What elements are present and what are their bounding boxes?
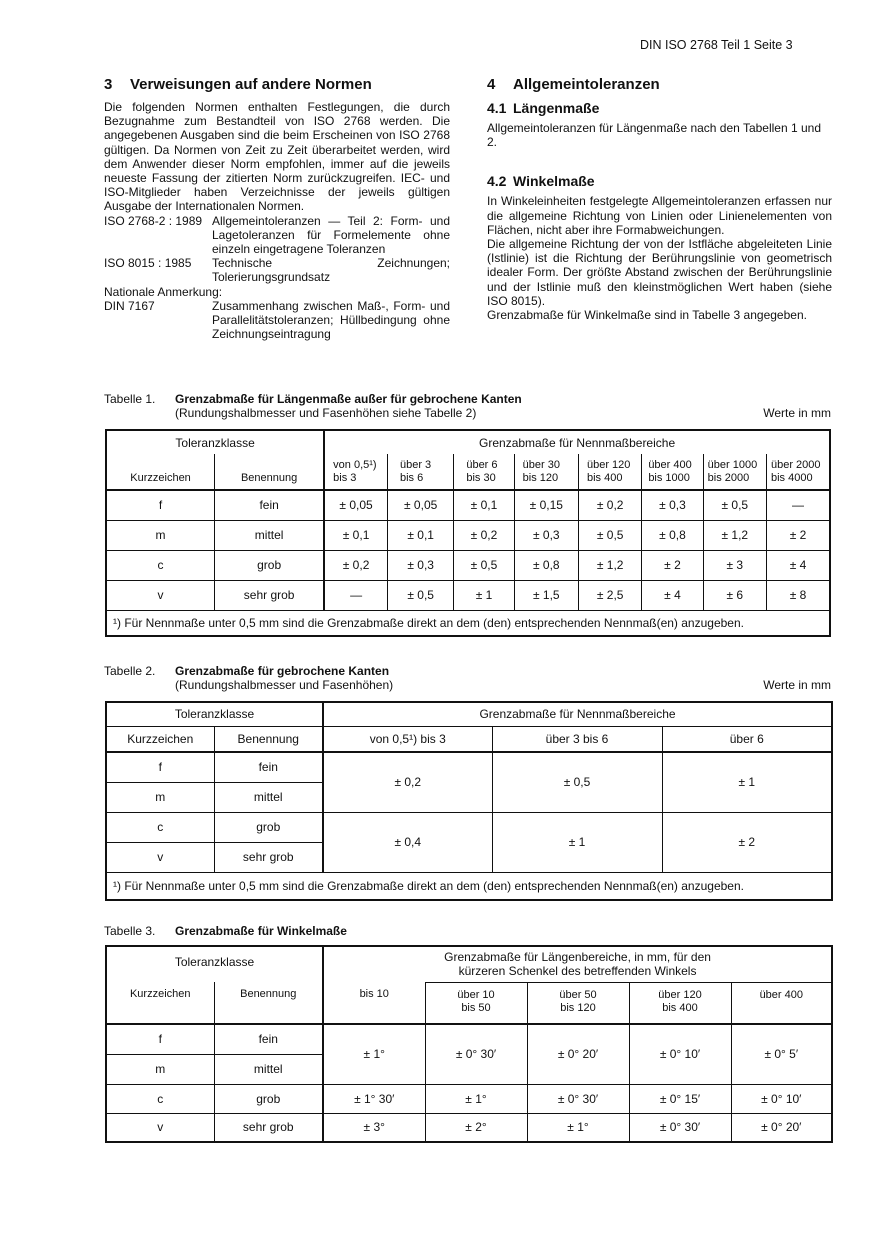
range-to: bis 50 [461, 1001, 491, 1014]
subsection-title: Längenmaße [513, 100, 600, 116]
table-cell: ± 1 [662, 752, 832, 812]
subsection-title: Winkelmaße [513, 173, 595, 190]
class-name: sehr grob [214, 1113, 323, 1142]
header-line: kürzeren Schenkel des betreffenden Winkels [458, 964, 697, 979]
table-cell: ± 2 [662, 812, 832, 872]
header-code: Kurzzeichen [106, 726, 214, 752]
range-to: bis 120 [522, 471, 559, 484]
section-title: Allgemeintoleranzen [513, 76, 660, 93]
reference-title: Technische Zeichnungen; Tolerierungsgrundsatz [212, 256, 450, 285]
subsection-number: 4.1 [487, 100, 507, 116]
table-title: Grenzabmaße für Längenmaße außer für gebrochene Kanten [175, 392, 522, 406]
table-cell: ± 0,4 [323, 812, 492, 872]
table-cell: ± 8 [766, 580, 830, 610]
table-label: Tabelle 2. [104, 664, 156, 678]
header-code: Kurzzeichen [106, 982, 214, 1024]
table-cell: ± 1,5 [514, 580, 578, 610]
class-name: mittel [215, 520, 325, 550]
header-range [642, 454, 703, 490]
table-2 [105, 701, 833, 901]
table-cell: ± 1° [425, 1084, 527, 1113]
table-cell: ± 0° 20′ [731, 1113, 832, 1142]
reference-key: ISO 8015 : 1985 [104, 256, 192, 271]
range-from: über 10 [457, 988, 495, 1001]
class-code: m [106, 520, 215, 550]
table-cell: — [324, 580, 387, 610]
header-range [454, 454, 514, 490]
range-from: bis 10 [359, 988, 389, 1000]
header-range [629, 982, 731, 1024]
section-3 [104, 76, 450, 341]
subsection-4-1-heading [487, 100, 832, 117]
subsection-4-2-para-3: Grenzabmaße für Winkelmaße sind in Tabelle 3 angegeben. [487, 308, 807, 323]
range-to: bis 3 [333, 471, 357, 484]
range-to: bis 400 [586, 471, 623, 484]
class-name: grob [215, 550, 325, 580]
table-cell: ± 0,3 [514, 520, 578, 550]
table-subtitle: (Rundungshalbmesser und Fasenhöhen) [175, 678, 394, 692]
subsection-4-2-para-1: In Winkeleinheiten festgelegte Allgemeintoleranzen erfassen nur die allgemeine Richtung von Linien oder Linienelementen von Flächen, nicht aber ihre Formabweichungen. [487, 194, 832, 237]
table-2-units: Werte in mm [763, 678, 831, 692]
table-label: Tabelle 3. [104, 924, 156, 938]
class-code: c [106, 1084, 214, 1113]
table-cell: ± 1 [454, 580, 514, 610]
table-cell: ± 1° [323, 1024, 425, 1084]
table-1-units: Werte in mm [763, 406, 831, 420]
header-range: von 0,5¹) bis 3 [323, 726, 492, 752]
table-cell: ± 0° 20′ [527, 1024, 629, 1084]
table-cell: ± 0,2 [578, 490, 641, 520]
class-name: sehr grob [215, 580, 325, 610]
range-from: über 120 [586, 458, 631, 471]
table-row [106, 550, 830, 580]
header-range [578, 454, 641, 490]
table-cell: ± 0,05 [324, 490, 387, 520]
header-range [425, 982, 527, 1024]
table-cell: ± 4 [642, 580, 703, 610]
table-title: Grenzabmaße für Winkelmaße [175, 924, 347, 938]
range-from: über 2000 [770, 458, 821, 471]
table-row [106, 1084, 832, 1113]
class-code: v [106, 842, 214, 872]
header-range [323, 982, 425, 1024]
table-row [106, 812, 832, 842]
table-cell: ± 0,5 [703, 490, 766, 520]
header-range: über 6 [662, 726, 832, 752]
table-footnote: ¹) Für Nennmaße unter 0,5 mm sind die Grenzabmaße direkt an dem (den) entsprechenden Nennmaß(en) anzugeben. [106, 872, 832, 900]
range-from: über 120 [658, 988, 702, 1001]
table-cell: ± 0,1 [387, 520, 453, 550]
table-cell: ± 0,8 [514, 550, 578, 580]
header-tolerance-class: Toleranzklasse [106, 430, 324, 454]
table-cell: ± 0° 30′ [425, 1024, 527, 1084]
table-2-caption [104, 664, 393, 692]
class-code: c [106, 812, 214, 842]
class-code: m [106, 1054, 214, 1084]
section-3-intro: Die folgenden Normen enthalten Festlegungen, die durch Bezugnahme zum Bestandteil von ISO 2768 werden. Die angegebenen Ausgaben sind die beim Erscheinen von ISO 2768 gültigen. Da Normen von Zeit zu Zeit überarbeitet werden, wird dem Anwender dieser Norm empfohlen, immer auf die jeweils neueste Fassung der zitierten Norm zurückzugreifen. IEC- und ISO-Mitglieder haben Verzeichnisse der jeweils gültigen Ausgabe der Internationalen Normen. [104, 100, 450, 214]
header-range [514, 454, 578, 490]
range-to: bis 1000 [648, 471, 690, 484]
table-cell: ± 0,2 [454, 520, 514, 550]
class-name: fein [214, 1024, 323, 1054]
header-tolerance-class: Toleranzklasse [106, 946, 323, 982]
table-1-caption [104, 392, 522, 420]
header-limit-deviations [323, 946, 832, 982]
range-from: über 30 [522, 458, 560, 471]
range-to: bis 120 [560, 1001, 596, 1014]
table-cell: ± 0,2 [324, 550, 387, 580]
subsection-number: 4.2 [487, 173, 507, 190]
table-cell: ± 0,5 [578, 520, 641, 550]
table-cell: ± 1° [527, 1113, 629, 1142]
table-cell: ± 0° 10′ [629, 1024, 731, 1084]
table-cell: ± 0,05 [387, 490, 453, 520]
table-row [106, 580, 830, 610]
table-3 [105, 945, 833, 1143]
table-cell: ± 2 [642, 550, 703, 580]
table-cell: ± 6 [703, 580, 766, 610]
table-cell: ± 0,5 [387, 580, 453, 610]
class-code: c [106, 550, 215, 580]
table-cell: ± 1,2 [578, 550, 641, 580]
table-cell: ± 0,3 [387, 550, 453, 580]
section-number: 4 [487, 76, 496, 93]
header-range: über 3 bis 6 [492, 726, 662, 752]
table-cell: ± 2° [425, 1113, 527, 1142]
section-3-heading [104, 76, 450, 94]
section-4 [487, 76, 832, 322]
table-footnote: ¹) Für Nennmaße unter 0,5 mm sind die Grenzabmaße direkt an dem (den) entsprechenden Nennmaß(en) anzugeben. [106, 610, 830, 636]
range-from: über 400 [759, 988, 803, 1001]
table-row [106, 490, 830, 520]
section-title: Verweisungen auf andere Normen [130, 76, 372, 93]
table-1 [105, 429, 831, 637]
table-cell: ± 0° 30′ [629, 1113, 731, 1142]
table-cell: ± 1° 30′ [323, 1084, 425, 1113]
range-to: bis 4000 [770, 471, 813, 484]
range-from: über 3 [399, 458, 432, 471]
class-code: m [106, 782, 214, 812]
reference-item [104, 256, 450, 284]
section-number: 3 [104, 76, 113, 93]
table-cell: ± 0° 30′ [527, 1084, 629, 1113]
class-name: mittel [214, 1054, 323, 1084]
subsection-4-1-text: Allgemeintoleranzen für Längenmaße nach den Tabellen 1 und 2. [487, 121, 822, 150]
reference-key: DIN 7167 [104, 298, 155, 313]
class-name: mittel [214, 782, 323, 812]
table-row [106, 752, 832, 782]
table-cell: ± 0° 10′ [731, 1084, 832, 1113]
range-to: bis 400 [662, 1001, 698, 1014]
page-header: DIN ISO 2768 Teil 1 Seite 3 [640, 38, 793, 52]
table-cell: ± 0,3 [642, 490, 703, 520]
header-limit-deviations: Grenzabmaße für Nennmaßbereiche [323, 702, 832, 726]
table-cell: ± 0,8 [642, 520, 703, 550]
table-cell: ± 0,5 [454, 550, 514, 580]
reference-title: Allgemeintoleranzen — Teil 2: Form- und Lagetoleranzen für Formelemente ohne einzeln eingetragene Toleranzen [212, 213, 450, 257]
header-range [703, 454, 766, 490]
table-cell: ± 1,2 [703, 520, 766, 550]
range-from: über 1000 [707, 458, 758, 471]
header-line: Grenzabmaße für Längenbereiche, in mm, für den [444, 950, 711, 965]
national-note-label: Nationale Anmerkung: [104, 284, 223, 299]
class-name: fein [214, 752, 323, 782]
table-row [106, 520, 830, 550]
range-to: bis 30 [466, 471, 496, 484]
section-4-heading [487, 76, 832, 94]
table-cell: ± 0,1 [324, 520, 387, 550]
table-cell: ± 2 [766, 520, 830, 550]
class-name: grob [214, 1084, 323, 1113]
table-cell: — [766, 490, 830, 520]
class-code: v [106, 1113, 214, 1142]
reference-item [104, 299, 450, 342]
class-code: f [106, 752, 214, 782]
range-from: von 0,5¹) [333, 458, 377, 471]
range-to: bis 6 [399, 471, 424, 484]
table-cell: ± 0° 5′ [731, 1024, 832, 1084]
header-range [387, 454, 453, 490]
table-subtitle: (Rundungshalbmesser und Fasenhöhen siehe Tabelle 2) [175, 406, 477, 420]
subsection-4-2-para-2: Die allgemeine Richtung der von der Istfläche abgeleiteten Linie (Istlinie) ist die Richtung der Berührungslinie von geometrisch idealer Form. Der größte Abstand zwischen der Berührungslinie und der Istlinie muß den kleinstmöglichen Wert haben (siehe ISO 8015). [487, 237, 832, 308]
header-range [731, 982, 832, 1024]
table-3-caption [104, 924, 347, 938]
reference-item [104, 214, 450, 257]
class-name: fein [215, 490, 325, 520]
table-title: Grenzabmaße für gebrochene Kanten [175, 664, 390, 678]
class-code: f [106, 1024, 214, 1054]
table-cell: ± 3° [323, 1113, 425, 1142]
header-name: Benennung [214, 982, 323, 1024]
header-tolerance-class: Toleranzklasse [106, 702, 323, 726]
table-row [106, 1113, 832, 1142]
reference-key: ISO 2768-2 : 1989 [104, 213, 203, 228]
header-code: Kurzzeichen [106, 454, 215, 490]
class-code: f [106, 490, 215, 520]
table-cell: ± 4 [766, 550, 830, 580]
class-code: v [106, 580, 215, 610]
range-to: bis 2000 [707, 471, 750, 484]
table-cell: ± 0,1 [454, 490, 514, 520]
header-name: Benennung [215, 454, 325, 490]
subsection-4-2-heading [487, 173, 832, 190]
table-cell: ± 0,15 [514, 490, 578, 520]
header-range [766, 454, 830, 490]
table-cell: ± 0,5 [492, 752, 662, 812]
range-from: über 400 [648, 458, 692, 471]
class-name: sehr grob [214, 842, 323, 872]
table-row [106, 1024, 832, 1054]
table-label: Tabelle 1. [104, 392, 156, 406]
header-name: Benennung [214, 726, 323, 752]
table-cell: ± 0° 15′ [629, 1084, 731, 1113]
table-cell: ± 0,2 [323, 752, 492, 812]
table-cell: ± 3 [703, 550, 766, 580]
range-from: über 6 [466, 458, 498, 471]
reference-title: Zusammenhang zwischen Maß-, Form- und Parallelitätstoleranzen; Hüllbedingung ohne Zeichnungseintragung [212, 298, 450, 342]
class-name: grob [214, 812, 323, 842]
range-from: über 50 [559, 988, 597, 1001]
header-range [324, 454, 387, 490]
header-range [527, 982, 629, 1024]
table-cell: ± 2,5 [578, 580, 641, 610]
header-limit-deviations: Grenzabmaße für Nennmaßbereiche [324, 430, 830, 454]
table-cell: ± 1 [492, 812, 662, 872]
